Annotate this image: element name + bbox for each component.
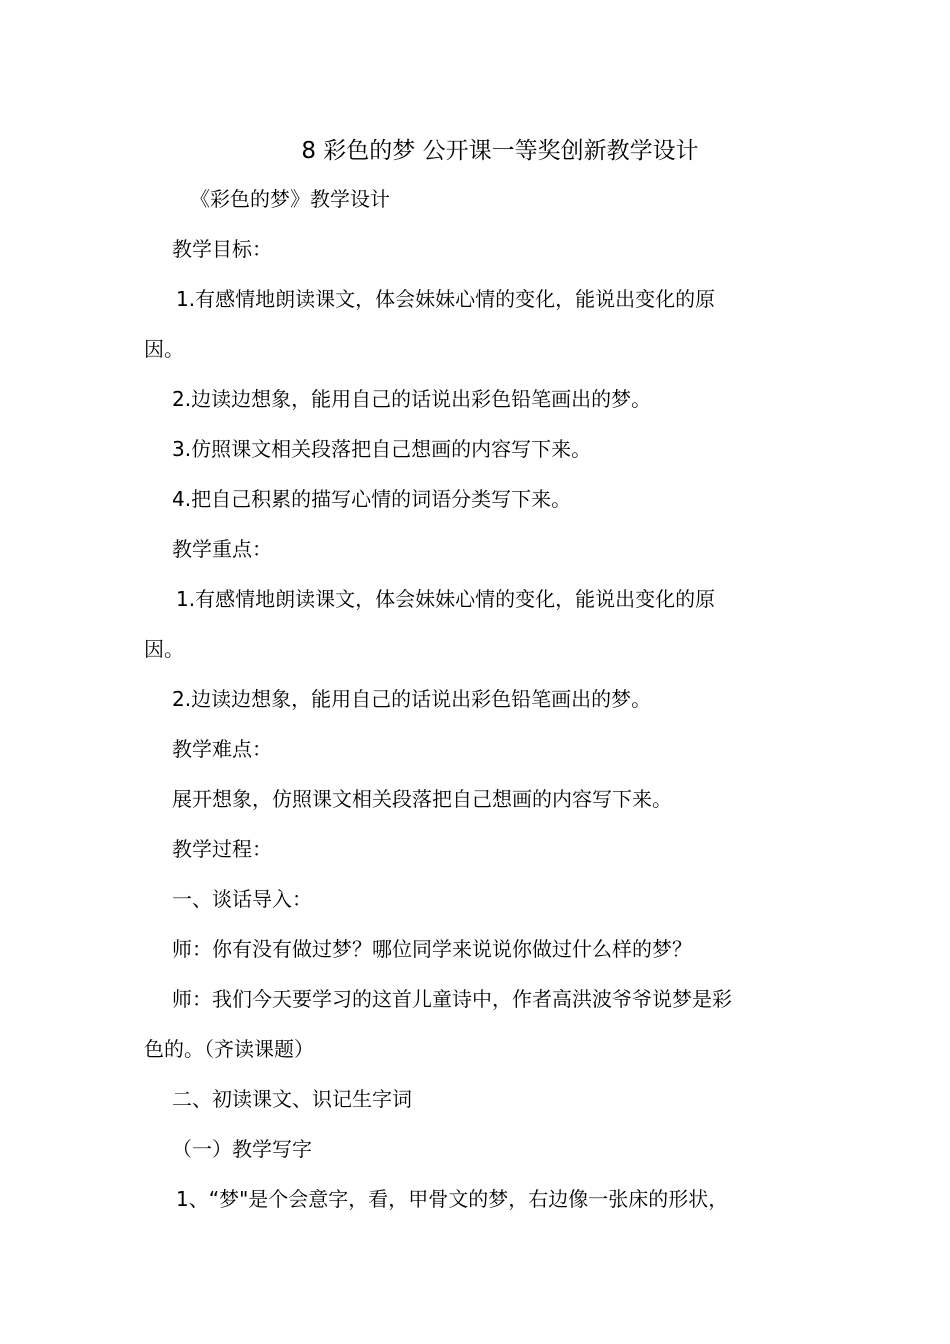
heading-key-points: 教学重点：: [172, 537, 272, 561]
goal-1-line: 1.有感情地朗读课文，体会妹妹心情的变化，能说出变化的原: [176, 287, 716, 311]
teacher-line-2: 师：我们今天要学习的这首儿童诗中，作者高洪波爷爷说梦是彩: [172, 987, 732, 1011]
key-point-1-line: 1.有感情地朗读课文，体会妹妹心情的变化，能说出变化的原: [176, 587, 716, 611]
heading-difficulties: 教学难点：: [172, 737, 272, 761]
difficulty-line: 展开想象，仿照课文相关段落把自己想画的内容写下来。: [172, 787, 672, 811]
document-title: 8 彩色的梦 公开课一等奖创新教学设计: [301, 138, 699, 164]
subtitle-line: 《彩色的梦》教学设计: [190, 187, 390, 211]
key-point-2-line: 2.边读边想象，能用自己的话说出彩色铅笔画出的梦。: [172, 687, 652, 711]
goal-4-line: 4.把自己积累的描写心情的词语分类写下来。: [172, 487, 572, 511]
section-1-heading: 一、谈话导入：: [172, 887, 312, 911]
teacher-line-2-continuation: 色的。（齐读课题）: [144, 1037, 314, 1061]
teacher-line-1: 师：你有没有做过梦？哪位同学来说说你做过什么样的梦？: [172, 937, 692, 961]
heading-process: 教学过程：: [172, 837, 272, 861]
heading-teaching-goals: 教学目标：: [172, 237, 272, 261]
goal-1-continuation: 因。: [144, 337, 184, 361]
subsection-1-heading: （一）教学写字: [172, 1137, 312, 1161]
section-2-heading: 二、初读课文、识记生字词: [172, 1087, 412, 1111]
key-point-1-continuation: 因。: [144, 637, 184, 661]
writing-item-1-line: 1、“梦"是个会意字，看，甲骨文的梦，右边像一张床的形状，: [176, 1187, 729, 1211]
goal-3-line: 3.仿照课文相关段落把自己想画的内容写下来。: [172, 437, 592, 461]
goal-2-line: 2.边读边想象，能用自己的话说出彩色铅笔画出的梦。: [172, 387, 652, 411]
